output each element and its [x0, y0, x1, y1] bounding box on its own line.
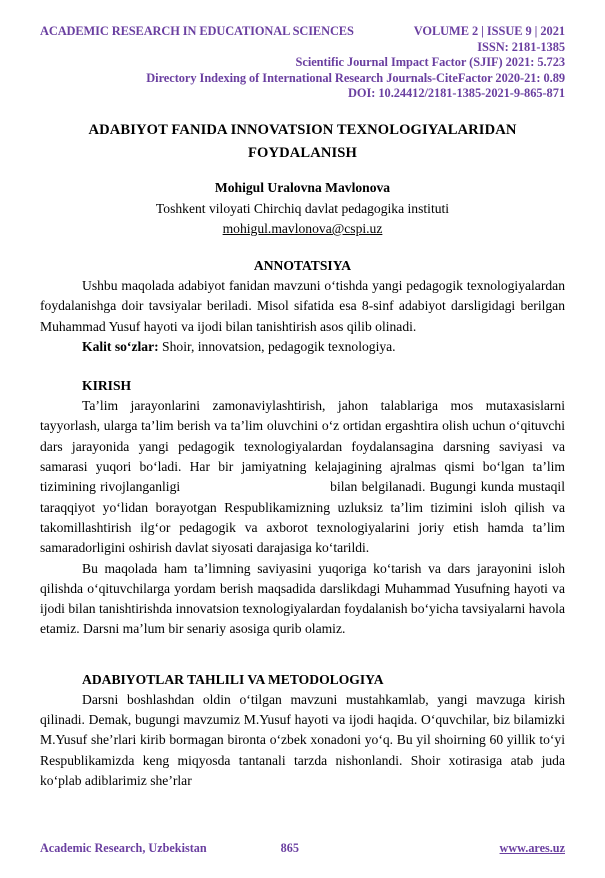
footer-page-number: 865: [280, 841, 299, 855]
keywords-line: [40, 337, 565, 357]
page-footer: [40, 840, 565, 856]
author-affiliation: Toshkent viloyati Chirchiq davlat pedagogika instituti: [155, 200, 450, 216]
abstract-heading: ANNOTATSIYA: [253, 258, 352, 273]
author-email-line: [62, 219, 543, 240]
header-primary-row: [40, 24, 565, 40]
author-block: [62, 178, 543, 240]
methodology-paragraph: Darsni boshlashdan oldin o‘tilgan mavzuni mustahkamlab, yangi mavzuga kirish qilinadi. Demak, bugungi mavzumiz M.Yusuf hayoti va ijodi haqida. O‘quvchilar, biz bilamizki M.Yusuf she’rlari kirib bormagan bironta o‘zbek xonadoni yo‘q. Bu yil shoirning 60 yillik to‘yi Respublikamizda keng miqyosda tantanali tarzda nishonlandi. Shoir xotirasiga atab juda ko‘plab adiblarimiz she’rlar: [40, 691, 565, 788]
introduction-paragraph-1-part-2: bilan belgilanadi. Bugungi kunda mustaqil taraqqiyot yo‘lidan borayotgan Respublikamizning uzluksiz ta’lim tizimini isloh qilish va takomillashtirish ilg‘or pedagogik va axborot texnologiyalarini joriy etish hamda ta’lim samaradorligini oshirish davlat siyosati darajasiga ko‘tarildi.: [40, 479, 565, 556]
journal-name: ACADEMIC RESEARCH IN EDUCATIONAL SCIENCES: [40, 24, 354, 38]
journal-header: [40, 24, 565, 102]
introduction-heading: KIRISH: [82, 378, 132, 394]
author-email-link[interactable]: mohigul.mavlonova@cspi.uz: [222, 221, 383, 236]
keywords-label: Kalit so‘zlar:: [82, 338, 159, 354]
journal-citefactor: Directory Indexing of International Research Journals-CiteFactor 2020-21: 0.89: [146, 70, 565, 85]
article-body: [40, 256, 565, 791]
introduction-paragraph-2: Bu maqolada ham ta’limning saviyasini yuqoriga ko‘tarish va dars jarayonini isloh qilishda o‘qituvchilarga yordam berish maqsadida darslikdagi Muhammad Yusufning hayoti va ijodi bilan tanishtirishda innovatsion texnologiyalardan foydalanish bo‘yicha tavsiyalarni havola etamiz. Darsni ma’lum bir senariy asosiga qurib olamiz.: [40, 560, 565, 637]
journal-impact-factor: Scientific Journal Impact Factor (SJIF) 2021: 5.723: [295, 55, 565, 70]
journal-doi: DOI: 10.24412/2181-1385-2021-9-865-871: [348, 86, 565, 101]
methodology-heading: ADABIYOTLAR TAHLILI VA METODOLOGIYA: [82, 671, 384, 687]
footer-publisher: Academic Research, Uzbekistan: [40, 841, 207, 855]
introduction-paragraph-1: [40, 396, 565, 558]
journal-volume-issue: VOLUME 2 | ISSUE 9 | 2021: [413, 24, 565, 38]
abstract-paragraph: Ushbu maqolada adabiyot fanidan mavzuni o‘tishda yangi pedagogik texnologiyalardan foydalanishga doir tavsiyalar beriladi. Misol sifatida esa 8-sinf adabiyot darsligidagi berilgan Muhammad Yusuf hayoti va ijodi bilan tanishtirish asos qilib olinadi.: [40, 278, 565, 334]
article-title: ADABIYOT FANIDA INNOVATSION TEXNOLOGIYALARIDAN FOYDALANISH: [88, 122, 517, 161]
author-name: Mohigul Uralovna Mavlonova: [214, 180, 391, 195]
journal-issn: ISSN: 2181-1385: [477, 39, 565, 54]
footer-website-link[interactable]: www.ares.uz: [499, 841, 565, 855]
keywords-value: Shoir, innovatsion, pedagogik texnologiya.: [158, 338, 396, 354]
introduction-paragraph-1-part-1: Ta’lim jarayonlarini zamonaviylashtirish, jahon talablariga mos mutaxasislarni tayyorlash, ularga ta’lim berish va ta’lim oluvchini o‘z ortidan ergashtira olish uchun o‘qituvchi dars jarayonida yangi pedagogik texnologiyalardan foydalansagina darsning saviyasi va samarasi yuqori bo‘ladi. Har bir jamiyatning kelajagining ajralmas qismi bo‘lgan ta’lim tizimining rivojlanganligi: [40, 398, 565, 495]
